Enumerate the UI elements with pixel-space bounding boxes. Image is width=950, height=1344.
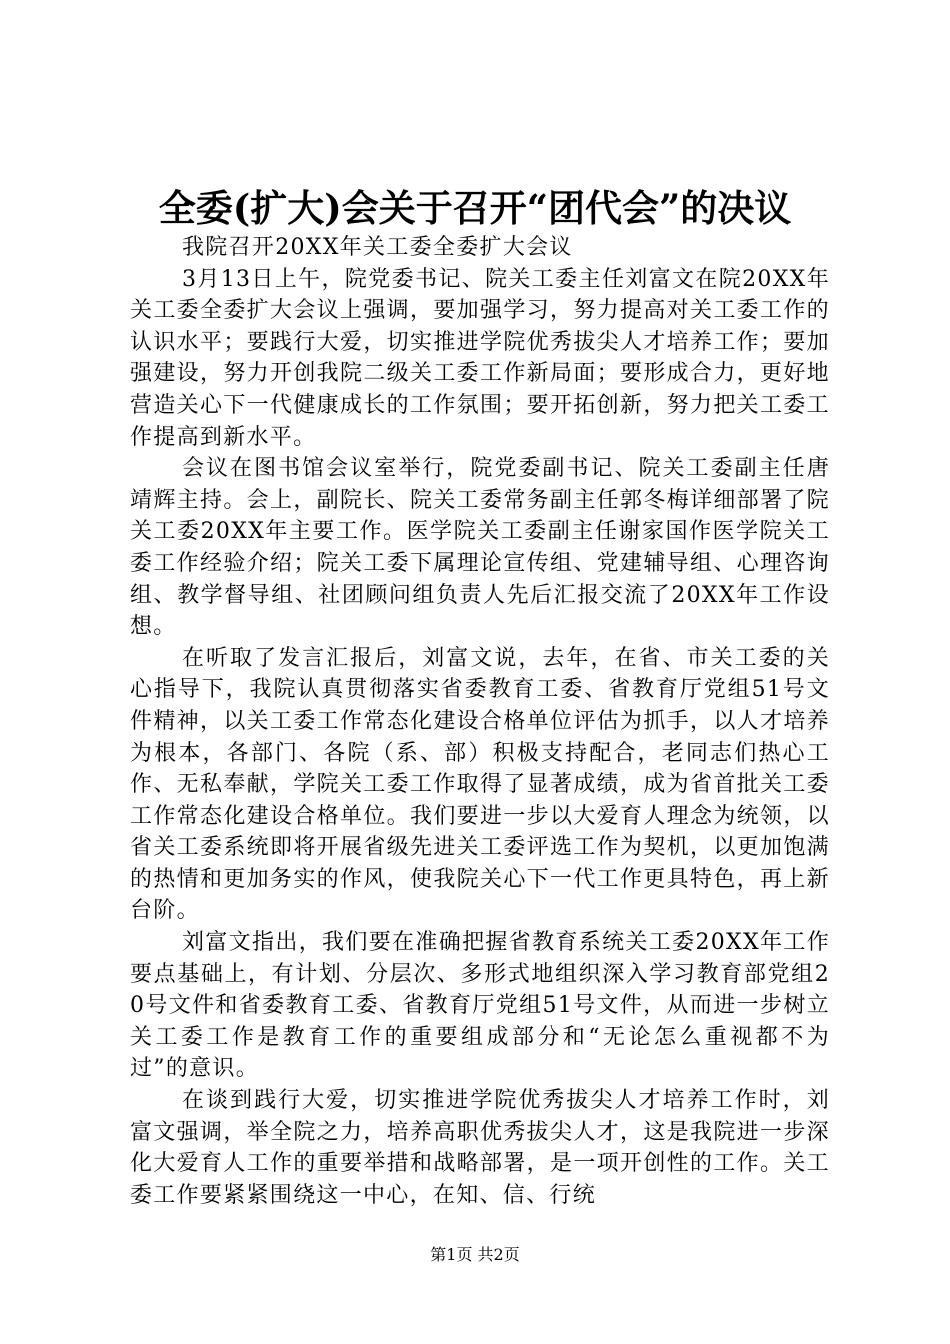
page-number-footer: 第1页 共2页 bbox=[430, 1245, 520, 1264]
document-body bbox=[130, 232, 830, 1211]
paragraph: 刘富文指出，我们要在准确把握省教育系统关工委20XX年工作要点基础上，有计划、分层次、多形式地组织深入学习教育部党组20号文件和省委教育工委、省教育厅党组51号文件，从而进一步树立关工委工作是教育工作的重要组成部分和“无论怎么重视都不为过”的意识。 bbox=[130, 930, 830, 1082]
paragraph: 会议在图书馆会议室举行，院党委副书记、院关工委副主任唐靖辉主持。会上，副院长、院关工委常务副主任郭冬梅详细部署了院关工委20XX年主要工作。医学院关工委副主任谢家国作医学院关工委工作经验介绍；院关工委下属理论宣传组、党建辅导组、心理咨询组、教学督导组、社团顾问组负责人先后汇报交流了20XX年工作设想。 bbox=[130, 456, 830, 640]
paragraph: 3月13日上午，院党委书记、院关工委主任刘富文在院20XX年关工委全委扩大会议上强调，要加强学习，努力提高对关工委工作的认识水平；要践行大爱，切实推进学院优秀拔尖人才培养工作；要加强建设，努力开创我院二级关工委工作新局面；要形成合力，更好地营造关心下一代健康成长的工作氛围；要开拓创新，努力把关工委工作提高到新水平。 bbox=[130, 266, 830, 450]
paragraph-subtitle: 我院召开20XX年关工委全委扩大会议 bbox=[182, 235, 573, 260]
document-title: 全委(扩大)会关于召开“团代会”的决议 bbox=[158, 186, 792, 230]
paragraph: 在谈到践行大爱，切实推进学院优秀拔尖人才培养工作时，刘富文强调，举全院之力，培养高职优秀拔尖人才，这是我院进一步深化大爱育人工作的重要举措和战略部署，是一项开创性的工作。关工委工作要紧紧围绕这一中心，在知、信、行统 bbox=[130, 1088, 830, 1208]
paragraph: 在听取了发言汇报后，刘富文说，去年，在省、市关工委的关心指导下，我院认真贯彻落实省委教育工委、省教育厅党组51号文件精神，以关工委工作常态化建设合格单位评估为抓手，以人才培养为根本，各部门、各院（系、部）积极支持配合，老同志们热心工作、无私奉献，学院关工委工作取得了显著成绩，成为省首批关工委工作常态化建设合格单位。我们要进一步以大爱育人理念为统领，以省关工委系统即将开展省级先进关工委评选工作为契机，以更加饱满的热情和更加务实的作风，使我院关心下一代工作更具特色，再上新台阶。 bbox=[130, 645, 830, 924]
